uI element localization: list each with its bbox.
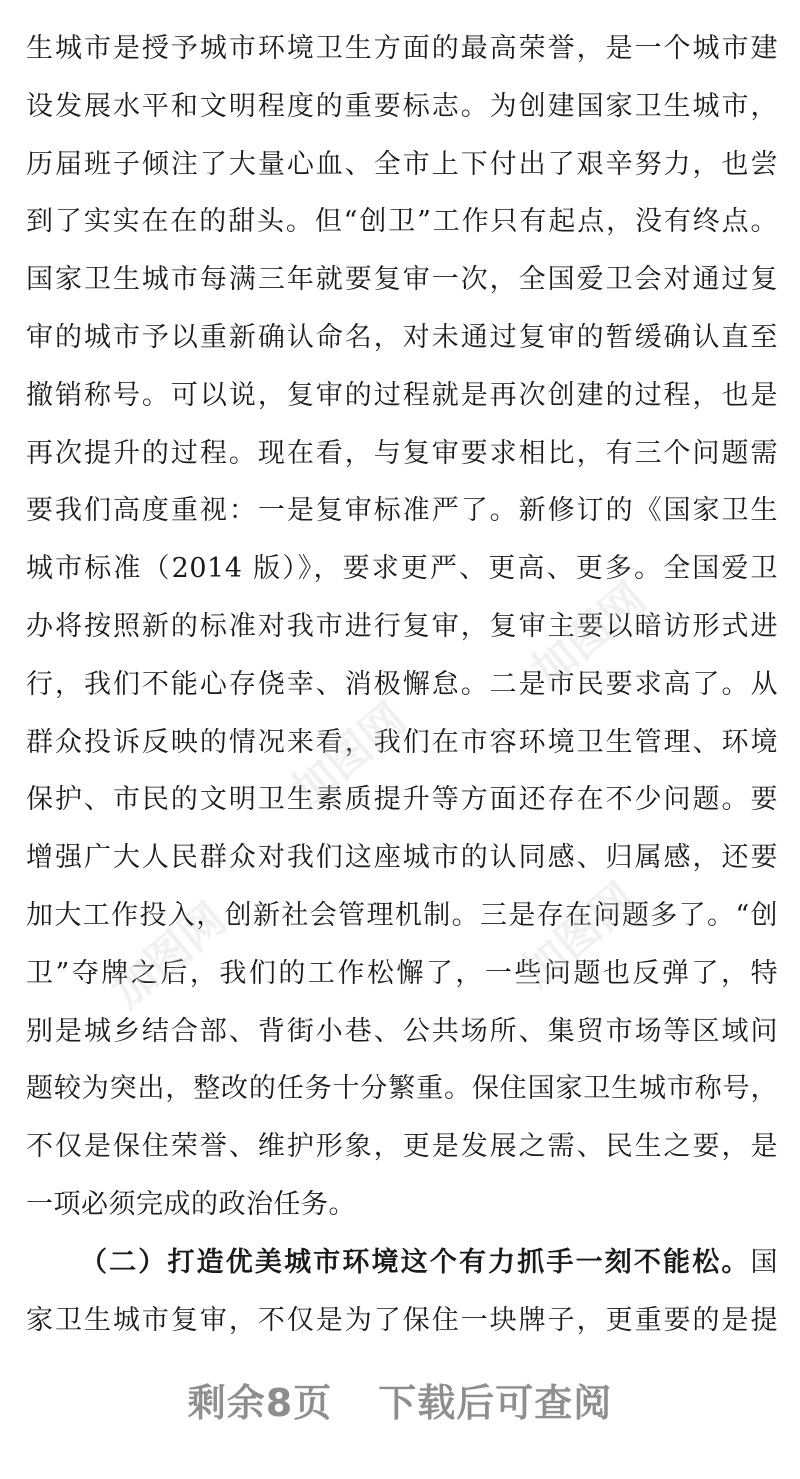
section-heading-line bbox=[26, 1234, 778, 1292]
text-line: 加大工作投入，创新社会管理机制。三是存在问题多了。“创 bbox=[26, 899, 778, 931]
text-line: 别是城乡结合部、背街小巷、公共场所、集贸市场等区域问 bbox=[26, 1015, 778, 1047]
text-line: 增强广大人民群众对我们这座城市的认同感、归属感，还要 bbox=[26, 842, 778, 874]
text-line: 国家卫生城市每满三年就要复审一次，全国爱卫会对通过复 bbox=[26, 264, 778, 296]
text-line: 不仅是保住荣誉、维护形象，更是发展之需、民生之要，是 bbox=[26, 1131, 778, 1163]
heading-continuation: 国 bbox=[750, 1246, 778, 1278]
text-line: 群众投诉反映的情况来看，我们在市容环境卫生管理、环境 bbox=[26, 726, 778, 758]
text-line: 保护、市民的文明卫生素质提升等方面还存在不少问题。要 bbox=[26, 784, 778, 816]
text-line: 撤销称号。可以说，复审的过程就是再次创建的过程，也是 bbox=[26, 379, 778, 411]
text-line: 卫”夺牌之后，我们的工作松懈了，一些问题也反弹了，特 bbox=[26, 957, 778, 989]
text-line: 历届班子倾注了大量心血、全市上下付出了艰辛努力，也尝 bbox=[26, 148, 778, 180]
text-line: 设发展水平和文明程度的重要标志。为创建国家卫生城市， bbox=[26, 90, 778, 122]
text-line: 一项必须完成的政治任务。 bbox=[26, 1188, 356, 1220]
download-prompt[interactable] bbox=[0, 1372, 800, 1427]
document-body bbox=[26, 20, 778, 1349]
text-line: 办将按照新的标准对我市进行复审，复审主要以暗访形式进 bbox=[26, 610, 778, 642]
watermark: 加图网 bbox=[511, 873, 646, 998]
section-heading: （二）打造优美城市环境这个有力抓手一刻不能松。 bbox=[80, 1246, 751, 1278]
text-line: 再次提升的过程。现在看，与复审要求相比，有三个问题需 bbox=[26, 437, 778, 469]
text-line: 家卫生城市复审，不仅是为了保住一块牌子，更重要的是提 bbox=[26, 1304, 778, 1336]
text-line: 生城市是授予城市环境卫生方面的最高荣誉，是一个城市建 bbox=[26, 33, 778, 64]
text-line: 题较为突出，整改的任务十分繁重。保住国家卫生城市称号， bbox=[26, 1073, 778, 1105]
remaining-pages-label: 剩余8页 bbox=[187, 1381, 333, 1425]
text-line: 要我们高度重视：一是复审标准严了。新修订的《国家卫生 bbox=[26, 495, 778, 527]
watermark: 加图网 bbox=[521, 573, 656, 698]
text-line: 到了实实在在的甜头。但“创卫”工作只有起点，没有终点。 bbox=[26, 206, 778, 238]
text-line: 城市标准（2014 版）》，要求更严、更高、更多。全国爱卫 bbox=[26, 553, 778, 585]
text-line: 行，我们不能心存侥幸、消极懈怠。二是市民要求高了。从 bbox=[26, 668, 778, 700]
download-to-view-label: 下载后可查阅 bbox=[378, 1381, 613, 1425]
text-line: 审的城市予以重新确认命名，对未通过复审的暂缓确认直至 bbox=[26, 321, 778, 353]
watermark: 加图网 bbox=[101, 893, 236, 1018]
watermark: 加图网 bbox=[281, 693, 416, 818]
